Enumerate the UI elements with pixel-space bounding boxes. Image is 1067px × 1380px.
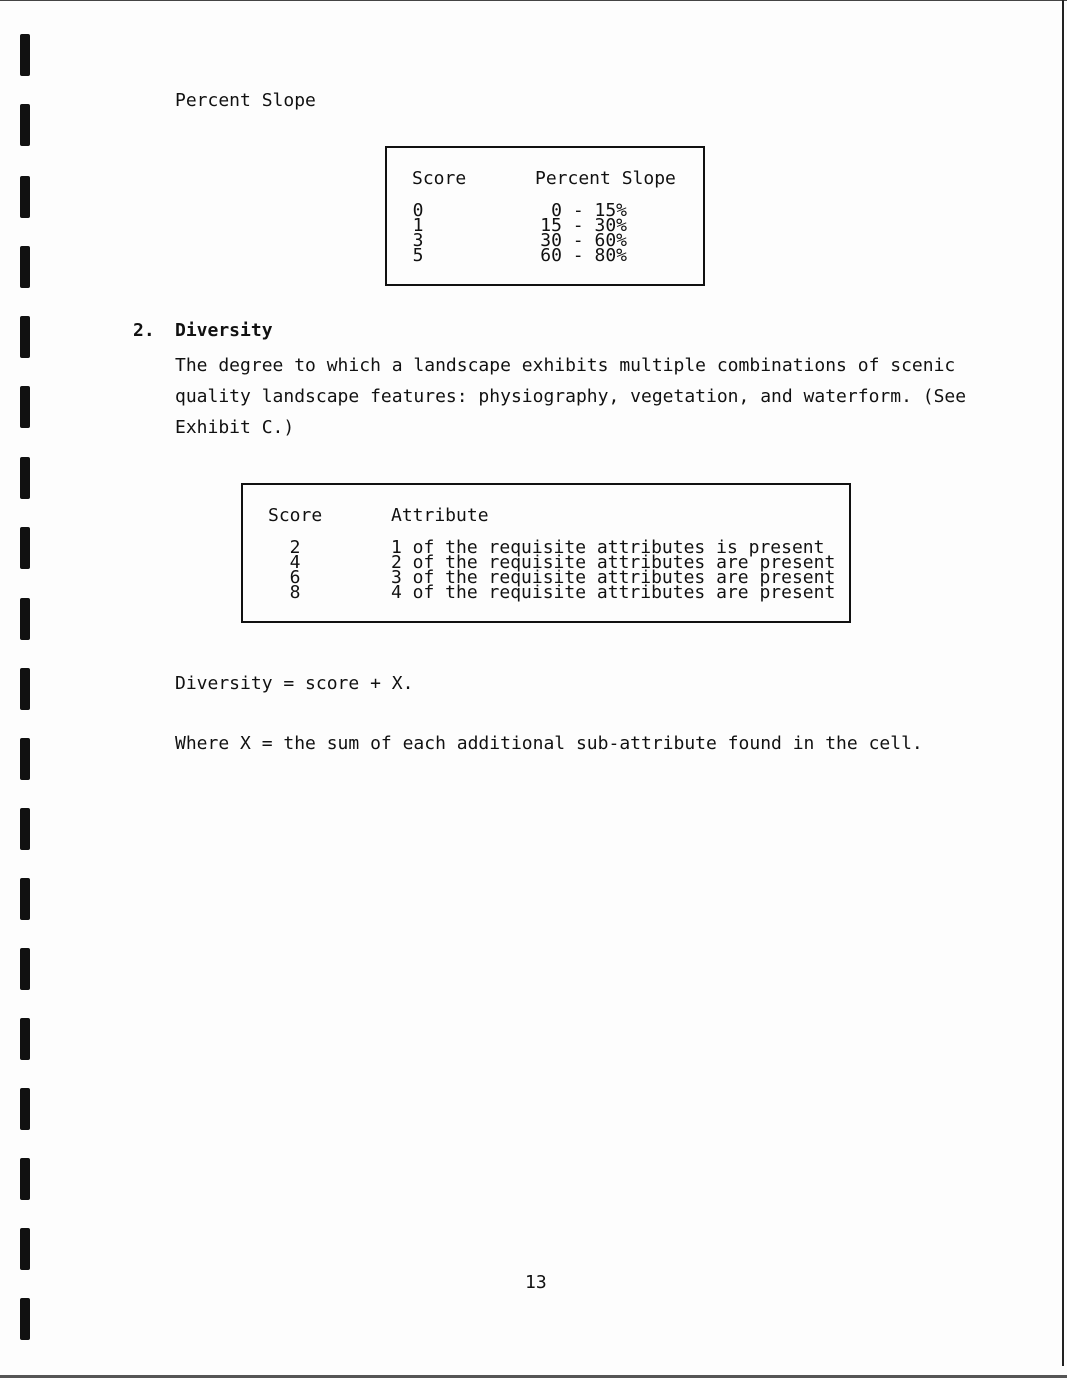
table-cell: 0 - 15% — [551, 200, 627, 221]
binding-hole — [20, 386, 30, 428]
attribute-table-score-column — [283, 537, 307, 603]
table-cell: 30 - 60% — [540, 230, 627, 251]
binding-hole — [20, 1298, 30, 1340]
formula-note: Where X = the sum of each additional sub-attribute found in the cell. — [175, 733, 923, 754]
table-cell: 0 — [412, 200, 424, 221]
table-cell: 2 of the requisite attributes are present — [391, 552, 836, 573]
binding-hole — [20, 527, 30, 569]
table-cell: 4 of the requisite attributes are present — [391, 582, 836, 603]
binding-hole — [20, 598, 30, 640]
binding-hole — [20, 104, 30, 146]
binding-hole — [20, 738, 30, 780]
slope-table — [385, 146, 705, 286]
binding-hole — [20, 34, 30, 76]
table-cell: 5 — [412, 245, 424, 266]
binding-hole — [20, 1228, 30, 1270]
slope-table-score-header: Score — [412, 168, 467, 189]
slope-table-score-column — [406, 200, 430, 266]
binding-hole — [20, 316, 30, 358]
binding-hole — [20, 878, 30, 920]
binding-hole — [20, 176, 30, 218]
section-number: 2. — [133, 320, 155, 341]
attribute-table-attribute-header: Attribute — [391, 505, 489, 526]
table-cell: 15 - 30% — [540, 215, 627, 236]
page-edge-bottom — [0, 1375, 1067, 1378]
attribute-table-attribute-column — [391, 537, 836, 603]
table-cell: 6 — [289, 567, 301, 588]
page-edge-right — [1062, 0, 1064, 1366]
attribute-table-score-header: Score — [268, 505, 323, 526]
table-cell: 3 — [412, 230, 424, 251]
paragraph-line: The degree to which a landscape exhibits multiple combinations of scenic — [175, 355, 956, 376]
table-cell: 3 of the requisite attributes are present — [391, 567, 836, 588]
paragraph-line: quality landscape features: physiography, vegetation, and waterform. (See — [175, 386, 967, 407]
page-edge-top — [0, 0, 1067, 1]
table-cell: 1 — [412, 215, 424, 236]
binding-hole — [20, 808, 30, 850]
slope-table-percent-header: Percent Slope — [535, 168, 676, 189]
table-cell: 60 - 80% — [540, 245, 627, 266]
attribute-table — [241, 483, 851, 623]
section-heading: Percent Slope — [175, 90, 316, 111]
table-cell: 4 — [289, 552, 301, 573]
paragraph-line: Exhibit C.) — [175, 417, 295, 438]
binding-hole — [20, 1088, 30, 1130]
table-cell: 8 — [289, 582, 301, 603]
slope-table-range-column — [517, 200, 627, 266]
table-cell: 2 — [289, 537, 301, 558]
page-number: 13 — [525, 1272, 547, 1293]
binding-hole — [20, 668, 30, 710]
binding-hole — [20, 457, 30, 499]
table-cell: 1 of the requisite attributes is present — [391, 537, 825, 558]
binding-hole — [20, 1158, 30, 1200]
binding-hole — [20, 948, 30, 990]
diversity-description — [175, 350, 975, 443]
binding-hole — [20, 1018, 30, 1060]
binding-hole — [20, 246, 30, 288]
diversity-formula: Diversity = score + X. — [175, 673, 414, 694]
diversity-title: Diversity — [175, 320, 273, 341]
